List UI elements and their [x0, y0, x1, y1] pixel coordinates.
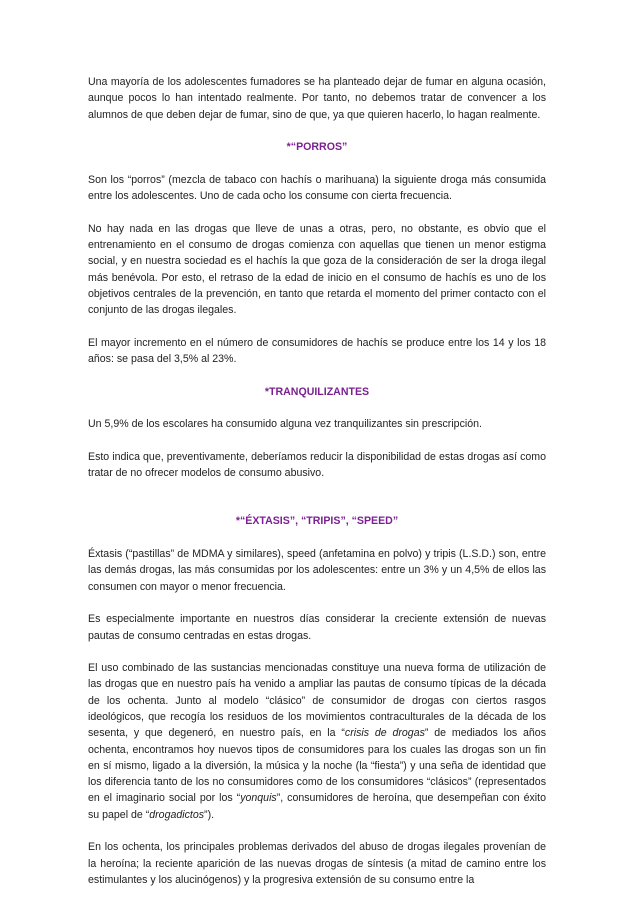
- heading-extasis: *“ÉXTASIS”, “TRIPIS”, “SPEED”: [235, 515, 399, 528]
- paragraph-porros-2: No hay nada en las drogas que lleve de unas a otras, pero, no obstante, es obvio que el entrenamiento en el consumo de drogas comienza con aquellas que tienen un menor estigma social, y en nuestra sociedad es el hachís la que goza de la consideración de ser la droga ilegal más benévola. Por esto, el retraso de la edad de inicio en el consumo de hachís es uno de los objetivos centrales de la prevención, en tanto que retarda el momento del primer contacto con el conjunto de las drogas ilegales.: [88, 222, 546, 317]
- document-page: [88, 74, 546, 905]
- paragraph-extasis-3: [88, 660, 546, 823]
- paragraph-intro: Una mayoría de los adolescentes fumadores se ha planteado dejar de fumar en alguna ocasión, aunque pocos lo han intentado realmente. Por tanto, no debemos tratar de convencer a los alumnos de que deben dejar de fumar, sino de que, ya que quieren hacerlo, lo hagan realmente.: [88, 76, 546, 121]
- italic-term: yonquis: [240, 792, 277, 805]
- paragraph-tranquilizantes-2: Esto indica que, preventivamente, deberíamos reducir la disponibilidad de estas drogas así como tratar de no ofrecer modelos de consumo abusivo.: [88, 450, 546, 480]
- text-run: El uso combinado de las sustancias mencionadas constituye una nueva forma de utilización de las drogas que en nuestro país ha venido a ampliar las pautas de consumo típicas de la década de los ochenta. Junto al modelo “clásico” de consumidor de drogas con ciertos rasgos ideológicos, que recogía los residuos de los movimientos contraculturales de la década de los sesenta, y que degeneró, en nuestro país, en la “: [88, 662, 546, 740]
- text-run: ”, consumidores de heroína, que desempeñan con éxito su papel de “: [88, 792, 546, 821]
- paragraph-porros-3: El mayor incremento en el número de consumidores de hachís se produce entre los 14 y los 18 años: se pasa del 3,5% al 23%.: [88, 336, 546, 366]
- paragraph-extasis-1: Éxtasis (“pastillas” de MDMA y similares), speed (anfetamina en polvo) y tripis (L.S.D.) son, entre las demás drogas, las más consumidas por los adolescentes: entre un 3% y un 4,5% de ellos las consumen con mayor o menor frecuencia.: [88, 548, 546, 593]
- text-run: ”).: [204, 808, 215, 821]
- paragraph-tranquilizantes-1: Un 5,9% de los escolares ha consumido alguna vez tranquilizantes sin prescripción.: [88, 418, 482, 431]
- italic-term: crisis de drogas: [344, 727, 425, 740]
- text-run: ” de mediados los años ochenta, encontramos hoy nuevos tipos de consumidores para los cuales las drogas son un fin en sí mismo, ligado a la diversión, la música y la noche (la “fiesta”) y una seña de identidad que los diferencia tanto de los no consumidores como de los consumidores “clásicos” (representados en el imaginario social por los “: [88, 727, 546, 805]
- italic-term: drogadictos: [149, 808, 205, 821]
- paragraph-extasis-4: En los ochenta, los principales problemas derivados del abuso de drogas ilegales provenían de la heroína; la reciente aparición de las nuevas drogas de síntesis (a mitad de camino entre los estimulantes y los alucinógenos) y la progresiva extensión de su consumo entre la: [88, 841, 546, 886]
- heading-tranquilizantes: *TRANQUILIZANTES: [264, 385, 370, 398]
- paragraph-extasis-2: Es especialmente importante en nuestros días considerar la creciente extensión de nuevas pautas de consumo centradas en estas drogas.: [88, 613, 546, 642]
- heading-porros: *“PORROS”: [286, 141, 348, 154]
- paragraph-porros-1: Son los “porros” (mezcla de tabaco con hachís o marihuana) la siguiente droga más consumida entre los adolescentes. Uno de cada ocho los consume con cierta frecuencia.: [88, 173, 546, 203]
